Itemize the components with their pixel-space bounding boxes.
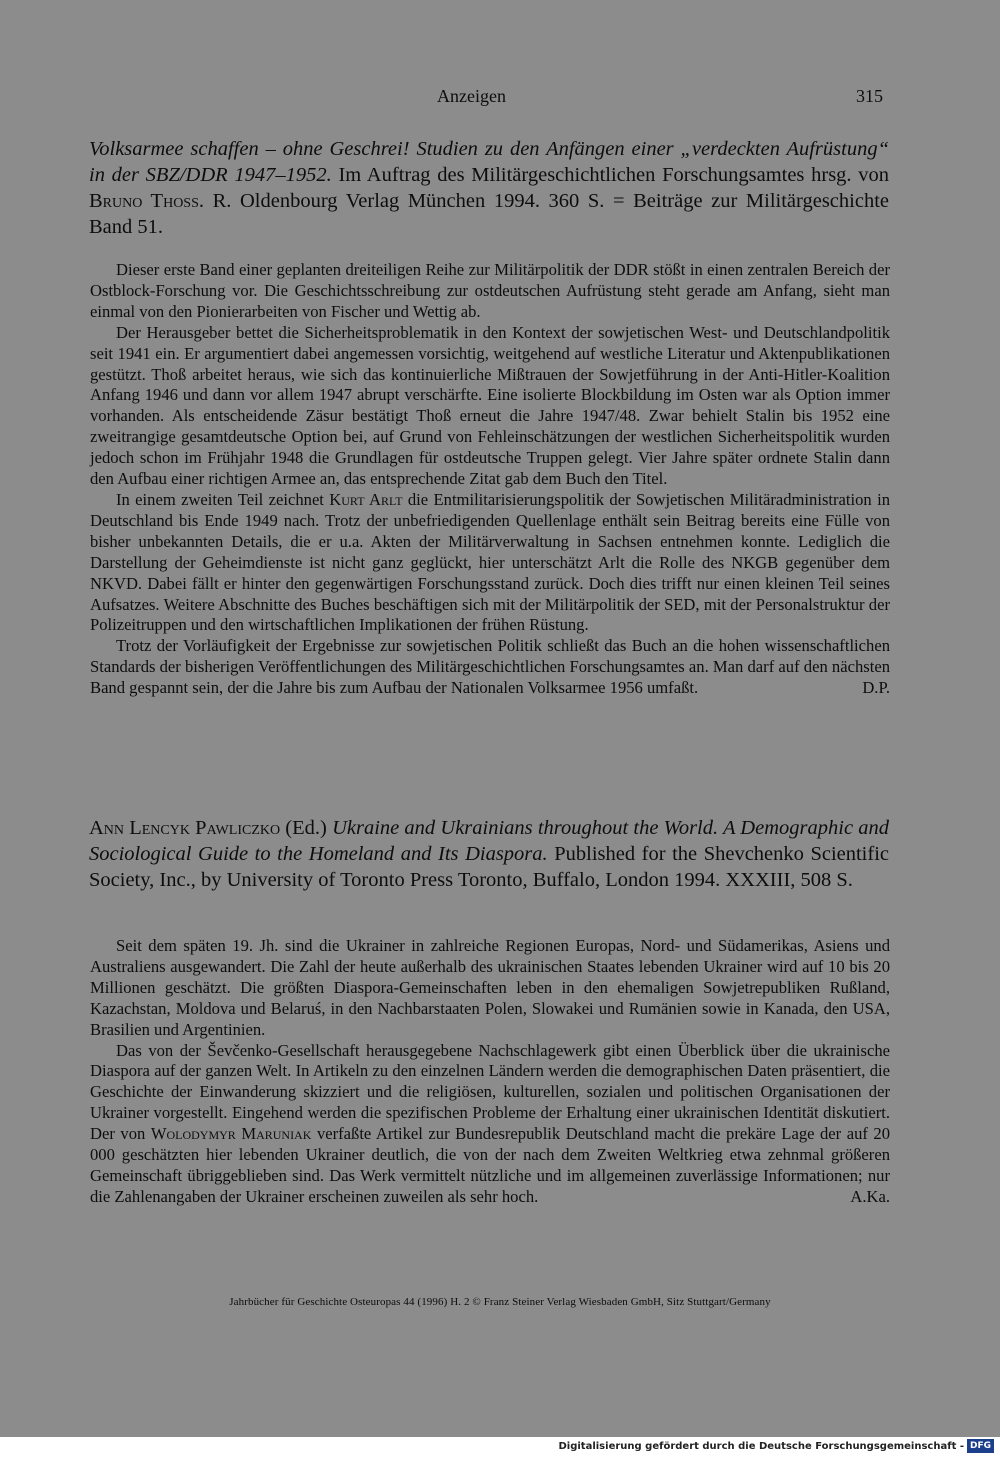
review1-publication-info: Im Auftrag des Militärgeschichtlichen Forschungsamtes hrsg. von [331, 164, 889, 186]
review1-paragraph: Dieser erste Band einer geplanten dreiteiligen Reihe zur Militärpolitik der DDR stößt in einen zentralen Bereich der Ostblock-Forschung vor. Die Geschichtsschreibung zur ostdeutschen Aufrüstung steht gerade am Anfang, sieht man einmal von den Pionierarbeiten von Fischer und Wettig ab. [90, 260, 890, 321]
review2-book-title: Ukraine and Ukrainians throughout the World. A Demographic and Sociological Guide to the Homeland and Its Diaspora. [89, 817, 889, 865]
review2-heading [89, 815, 889, 893]
page-number: 315 [856, 86, 883, 106]
review2-author: Ann Lencyk Pawliczko [89, 817, 281, 839]
dfg-bar [0, 1437, 1000, 1457]
review1-publication-info-2: . R. Oldenbourg Verlag München 1994. 360 S. = Beiträge zur Militärgeschichte Band 51. [89, 190, 889, 238]
review2-body [90, 936, 890, 1208]
review1-text: Trotz der Vorläufigkeit der Ergebnisse zur sowjetischen Politik schließt das Buch an die hohen wissenschaftlichen Standards der bisherigen Veröffentlichungen des Militärgeschichtlichen Forschungsamtes an. Man darf auf den nächsten Band gespannt sein, der die Jahre bis zum Aufbau der Nationalen Volksarmee 1956 umfaßt. [90, 636, 890, 698]
review1-paragraph [90, 490, 890, 636]
review1-editor: Bruno Thoß [89, 190, 199, 212]
dfg-notice: Digitalisierung gefördert durch die Deutsche Forschungsgemeinschaft - [558, 1441, 964, 1452]
review1-text: die Entmilitarisierungspolitik der Sowjetischen Militäradministration in Deutschland bis Ende 1949 nach. Trotz der unbefriedigenden Quellenlage enthält sein Beitrag bereits eine Fülle von bisher unbekannten Details, die er u.a. Akten der Militärverwaltung in Sachsen entnehmen konnte. Lediglich die Darstellung der Geheimdienste ist nicht ganz geglückt, hier unterschätzt Arlt die Rolle des NKGB gegenüber dem NKVD. Dabei fällt er hinter den gegenwärtigen Forschungsstand zurück. Doch dies trifft nur einen kleinen Teil seines Aufsatzes. Weitere Abschnitte des Buches beschäftigen sich mit der Militärpolitik der SED, mit der Personalstruktur der Polizeitruppen und den wirtschaftlichen Implikationen der frühen Rüstung. [90, 489, 890, 635]
review1-contributor: Kurt Arlt [329, 489, 403, 509]
review1-text: In einem zweiten Teil zeichnet [116, 489, 330, 509]
journal-footer: Jahrbücher für Geschichte Osteuropas 44 (1996) H. 2 © Franz Steiner Verlag Wiesbaden GmbH, Sitz Stuttgart/Germany [229, 1296, 771, 1308]
review1-signature: D.P. [862, 678, 890, 698]
review2-text: Das von der Ševčenko-Gesellschaft herausgegebene Nachschlagewerk gibt einen Überblick über die ukrainische Diaspora auf der ganzen Welt. In Artikeln zu den einzelnen Ländern werden die demographischen Daten präsentiert, die Geschichte der Einwanderung skizziert und die religiösen, kulturellen, sozialen und politischen Organisationen der Ukrainer vorgestellt. Eingehend werden die spezifischen Probleme der Erhaltung einer ukrainischen Identität diskutiert. Der von [90, 1040, 890, 1144]
review1-heading [89, 136, 889, 240]
review2-publication-info: Published for the Shevchenko Scientific Society, Inc., by University of Toronto Press Toronto, Buffalo, London 1994. XXXIII, 508 S. [89, 843, 889, 891]
review2-ed: (Ed.) [280, 817, 333, 839]
review2-signature: A.Ka. [850, 1186, 890, 1206]
running-header: Anzeigen [437, 86, 506, 106]
review2-paragraph: Seit dem späten 19. Jh. sind die Ukrainer in zahlreiche Regionen Europas, Nord- und Südamerikas, Asiens und Australiens ausgewandert. Die Zahl der heute außerhalb des ukrainischen Staates lebenden Ukrainer wird auf 10 bis 20 Millionen geschätzt. Die größten Diaspora-Gemeinschaften leben in den ehemaligen Sowjetrepubliken Rußland, Kazachstan, Moldova und Belaruś, in den Nachbarstaaten Polen, Slowakei und Rumänien sowie in Kanada, den USA, Brasilien und Argentinien. [90, 936, 890, 1039]
review2-contributor: Wolodymyr Maruniak [150, 1124, 312, 1144]
review1-paragraph [90, 636, 890, 699]
review1-book-title: Volksarmee schaffen – ohne Geschrei! Studien zu den Anfängen einer „verdeckten Aufrüstung“ in der SBZ/DDR 1947–1952. [89, 138, 889, 186]
review2-paragraph [90, 1041, 890, 1208]
review1-paragraph: Der Herausgeber bettet die Sicherheitsproblematik in den Kontext der sowjetischen West- und Deutschlandpolitik seit 1941 ein. Er argumentiert dabei angemessen vorsichtig, weitgehend auf westliche Literatur und Aktenpublikationen gestützt. Thoß arbeitet heraus, wie sich das kontinuierliche Mißtrauen der Sowjetführung in der Anti-Hitler-Koalition Anfang 1946 und dann vor allem 1947 abrupt verschärfte. Eine isolierte Blockbildung im Osten war als Option immer vorhanden. Als entscheidende Zäsur bestätigt Thoß erneut die Jahre 1947/48. Zwar behielt Stalin bis 1952 eine zweitrangige gesamtdeutsche Option bei, auf Grund von Fehleinschätzungen der westlichen Sicherheitspolitik wurden jedoch schon im Frühjahr 1948 die Grundlagen für ostdeutsche Truppen gelegt. Vier Jahre später ordnete Stalin dann den Aufbau einer richtigen Armee an, das entsprechende Zitat gab dem Buch den Titel. [90, 322, 890, 489]
dfg-logo-icon: DFG [967, 1439, 994, 1453]
review2-text: verfaßte Artikel zur Bundesrepublik Deutschland macht die prekäre Lage der auf 20 000 geschätzten hier lebenden Ukrainer deutlich, die von der nach dem Zweiten Weltkrieg etwa zehnmal größeren Gemeinschaft übriggeblieben sind. Das Werk vermittelt nützliche und im allgemeinen zuverlässige Informationen; nur die Zahlenangaben der Ukrainer erscheinen zuweilen als sehr hoch. [90, 1124, 891, 1206]
review1-body [90, 260, 890, 699]
